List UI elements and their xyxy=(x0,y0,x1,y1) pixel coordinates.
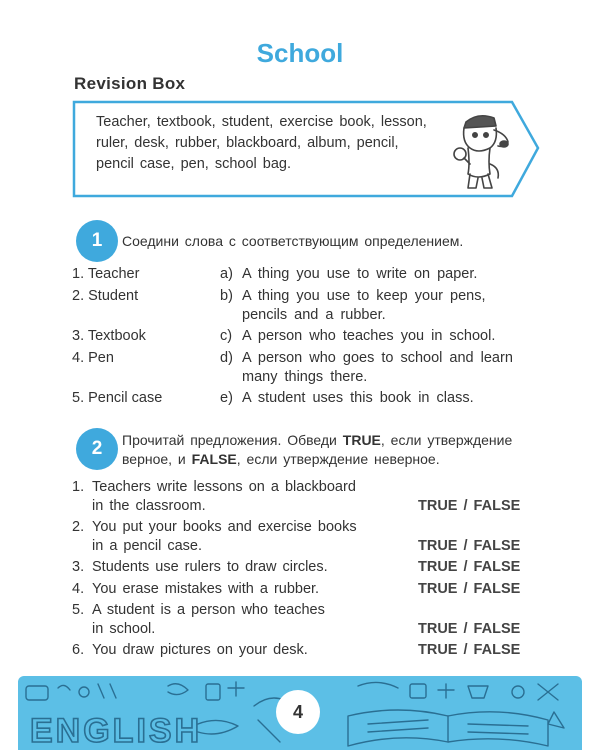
statement-row xyxy=(72,558,542,578)
match-row xyxy=(72,389,542,409)
statement-number: 4. xyxy=(72,581,85,597)
statement-row xyxy=(72,580,542,600)
true-false-choice[interactable]: TRUE / FALSE xyxy=(418,538,521,554)
match-row xyxy=(72,327,542,347)
true-false-choice[interactable]: TRUE / FALSE xyxy=(418,642,521,658)
true-false-choice[interactable]: TRUE / FALSE xyxy=(418,581,521,597)
match-letter: c) xyxy=(220,328,233,344)
match-definition-continued: pencils and a rubber. xyxy=(242,307,386,323)
match-definition: A person who teaches you in school. xyxy=(242,328,496,344)
statement-text: You erase mistakes with a rubber. xyxy=(92,581,320,597)
match-letter: e) xyxy=(220,390,233,406)
exercise-2-number-badge: 2 xyxy=(76,428,118,470)
match-row xyxy=(72,287,542,327)
true-false-choice[interactable]: TRUE / FALSE xyxy=(418,621,521,637)
statement-text: You draw pictures on your desk. xyxy=(92,642,308,658)
instruction-text: верное, и xyxy=(122,451,192,467)
statement-text: A student is a person who teaches xyxy=(92,602,325,618)
match-definition: A student uses this book in class. xyxy=(242,390,474,406)
statement-row xyxy=(72,601,542,641)
detective-dog-illustration xyxy=(448,108,514,194)
exercise-2-instruction xyxy=(122,431,542,469)
match-letter: b) xyxy=(220,288,233,304)
statement-text-continued: in the classroom. xyxy=(92,498,206,514)
page-number: 4 xyxy=(276,690,320,734)
statement-number: 5. xyxy=(72,602,85,618)
match-definition: A thing you use to keep your pens, xyxy=(242,288,486,304)
match-definition: A person who goes to school and learn xyxy=(242,350,513,366)
instruction-false-keyword: FALSE xyxy=(191,451,237,467)
exercise-1-number-badge: 1 xyxy=(76,220,118,262)
statement-text-continued: in a pencil case. xyxy=(92,538,202,554)
match-letter: a) xyxy=(220,266,233,282)
instruction-text: , если утверждение неверное. xyxy=(236,451,440,467)
revision-word-list xyxy=(96,112,436,175)
statement-number: 6. xyxy=(72,642,85,658)
match-word: 3. Textbook xyxy=(72,328,146,344)
instruction-text: Прочитай предложения. Обведи xyxy=(122,432,343,448)
instruction-text: , если утверждение xyxy=(380,432,513,448)
true-false-choice[interactable]: TRUE / FALSE xyxy=(418,498,521,514)
revision-box-heading: Revision Box xyxy=(74,74,186,93)
match-definition-continued: many things there. xyxy=(242,369,368,385)
statement-text-continued: in school. xyxy=(92,621,156,637)
match-letter: d) xyxy=(220,350,233,366)
match-definition: A thing you use to write on paper. xyxy=(242,266,478,282)
statement-row xyxy=(72,641,542,661)
revision-line: pencil case, pen, school bag. xyxy=(96,156,292,172)
statement-text: You put your books and exercise books xyxy=(92,519,357,535)
statement-number: 2. xyxy=(72,519,85,535)
exercise-1-instruction: Соедини слова с соответствующим определением. xyxy=(122,233,464,249)
revision-line: Teacher, textbook, student, exercise book, lesson, xyxy=(96,114,427,130)
statement-text: Teachers write lessons on a blackboard xyxy=(92,479,356,495)
match-word: 1. Teacher xyxy=(72,266,140,282)
statement-text: Students use rulers to draw circles. xyxy=(92,559,328,575)
instruction-true-keyword: TRUE xyxy=(342,432,381,448)
match-row xyxy=(72,349,542,389)
doodle-english-lettering: ENGLISH xyxy=(30,712,203,750)
revision-line: ruler, desk, rubber, blackboard, album, pencil, xyxy=(96,135,399,151)
page-title: School xyxy=(256,38,344,68)
match-word: 5. Pencil case xyxy=(72,390,163,406)
statement-number: 1. xyxy=(72,479,85,495)
match-row xyxy=(72,265,542,285)
statement-number: 3. xyxy=(72,559,85,575)
statement-row xyxy=(72,518,542,558)
match-word: 4. Pen xyxy=(72,350,114,366)
true-false-choice[interactable]: TRUE / FALSE xyxy=(418,559,521,575)
match-word: 2. Student xyxy=(72,288,139,304)
statement-row xyxy=(72,478,542,518)
